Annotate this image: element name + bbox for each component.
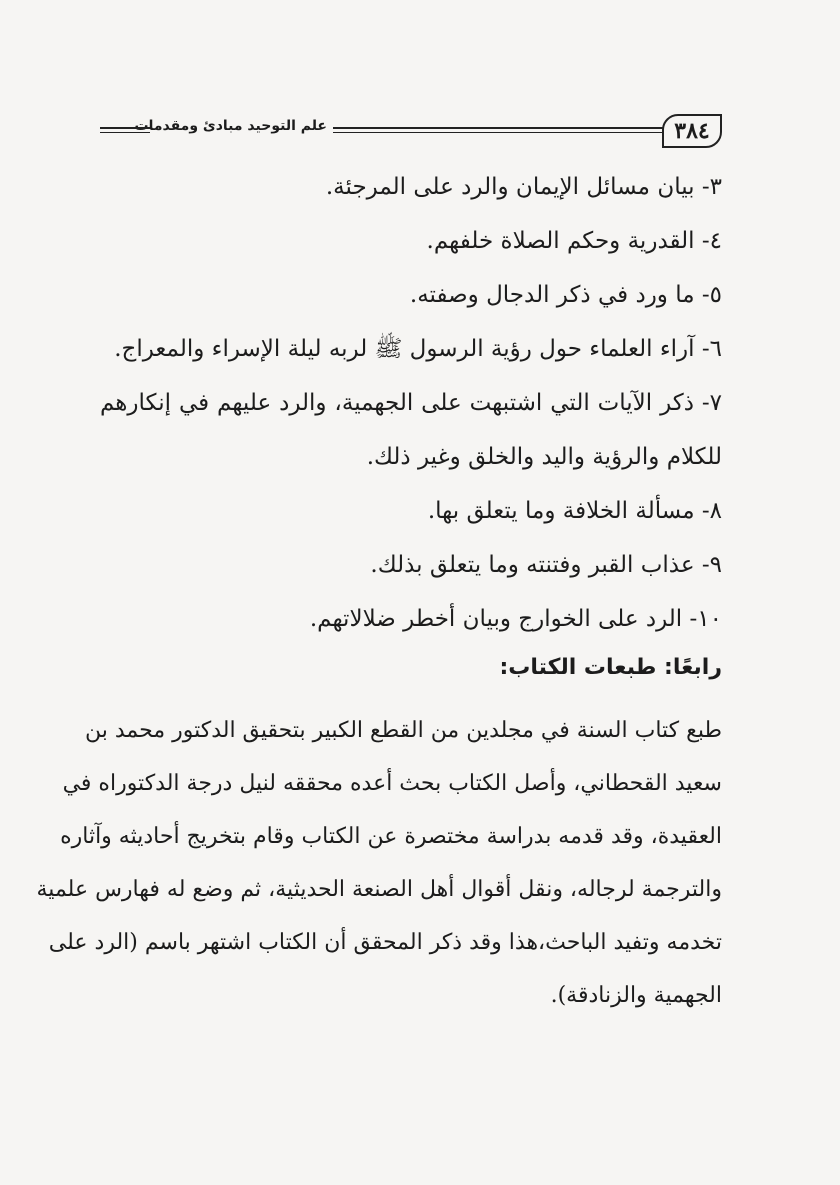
list-item: ٨- مسألة الخلافة وما يتعلق بها. xyxy=(427,498,722,524)
paragraph-line: العقيدة، وقد قدمه بدراسة مختصرة عن الكتاب وقام بتخريج أحاديثه وآثاره xyxy=(60,824,722,849)
list-item: ٣- بيان مسائل الإيمان والرد على المرجئة. xyxy=(325,174,722,200)
body-text xyxy=(36,160,722,1022)
list-item: ٤- القدرية وحكم الصلاة خلفهم. xyxy=(426,228,722,254)
section-heading: رابعًا: طبعات الكتاب: xyxy=(499,655,722,680)
section-paragraph xyxy=(36,704,722,1022)
paragraph-line: سعيد القحطاني، وأصل الكتاب بحث أعده محققه لنيل درجة الدكتوراه في xyxy=(62,771,722,796)
paragraph-line: طبع كتاب السنة في مجلدين من القطع الكبير بتحقيق الدكتور محمد بن xyxy=(84,718,722,743)
header-rule xyxy=(333,127,664,129)
header-rule-short xyxy=(100,127,150,129)
list-item: ٥- ما ورد في ذكر الدجال وصفته. xyxy=(409,282,722,308)
running-title: علم التوحيد مبادئ ومقدمات xyxy=(134,118,327,134)
header-rule-short-thin xyxy=(100,132,150,133)
header-rule-thin xyxy=(333,132,664,133)
list-item: ٦- آراء العلماء حول رؤية الرسول ﷺ لربه ليلة الإسراء والمعراج. xyxy=(114,336,722,362)
paragraph-line: تخدمه وتفيد الباحث،هذا وقد ذكر المحقق أن الكتاب اشتهر باسم (الرد على xyxy=(48,930,722,955)
running-header xyxy=(100,112,722,152)
page-number: ٣٨٤ xyxy=(662,114,722,148)
list-item-continuation: للكلام والرؤية واليد والخلق وغير ذلك. xyxy=(366,444,722,470)
list-item: ٧- ذكر الآيات التي اشتبهت على الجهمية، والرد عليهم في إنكارهم xyxy=(100,390,722,416)
list-item: ١٠- الرد على الخوارج وبيان أخطر ضلالاتهم. xyxy=(309,606,722,632)
paragraph-line: الجهمية والزنادقة). xyxy=(550,983,722,1008)
paragraph-line: والترجمة لرجاله، ونقل أقوال أهل الصنعة الحديثية، ثم وضع له فهارس علمية xyxy=(36,877,722,902)
list-item: ٩- عذاب القبر وفتنته وما يتعلق بذلك. xyxy=(370,552,722,578)
